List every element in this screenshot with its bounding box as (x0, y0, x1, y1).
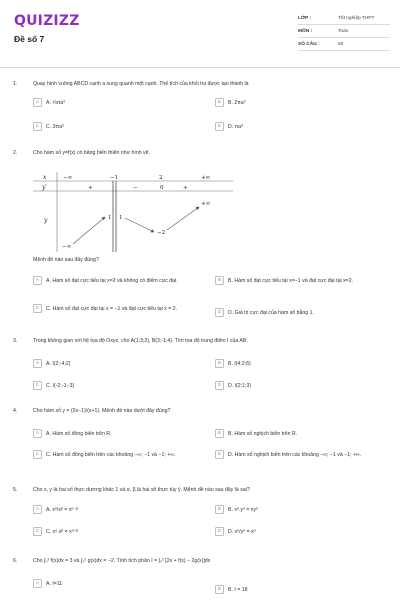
option-text: C. xᵅ.xᵝ = xᵅ⁺ᵝ (46, 528, 79, 535)
option-c[interactable] (33, 382, 203, 390)
question-text: Cho ∫₀² f(x)dx = 3 và ∫₀² g(x)dx = −2. Tính tích phân I = ∫₀² [2x + f(x) − 2g(x)]dx (33, 558, 211, 564)
option-a[interactable] (33, 360, 203, 368)
option-text: A. ⅓πa³ (46, 99, 65, 106)
option-text: A. I=11 (46, 580, 63, 587)
y-label: y (44, 217, 48, 224)
question-number: 4. (13, 408, 18, 414)
option-letter-box: C (33, 122, 42, 131)
option-a[interactable] (33, 99, 203, 107)
option-text: A. Hàm số đạt cực tiểu tại x=2 và không có điểm cực đại. (46, 277, 178, 284)
exam-title: Đề số 7 (14, 34, 45, 44)
option-b[interactable] (215, 586, 385, 594)
x-value: 2 (159, 175, 163, 181)
option-text: A. xᵅ/xᵝ = xᵅ⁻ᵝ (46, 506, 79, 513)
x-value: −1 (110, 175, 119, 181)
question-text: Trong không gian với hệ tọa độ Oxyz, cho A(1;3;2), B(3;-1;4). Tìm tọa độ trung điểm I của AB. (33, 338, 248, 344)
question-text: Quay hình vuông ABCD cạnh a xung quanh một cạnh. Thể tích của khối trụ được tạo thành là (33, 81, 249, 87)
option-d[interactable] (215, 382, 385, 390)
option-text: D. Giá trị cực đại của hàm số bằng 1. (228, 309, 314, 316)
option-letter-box: D (215, 381, 224, 390)
meta-row-subject (298, 25, 390, 38)
option-letter-box: A (33, 579, 42, 588)
x-value: −∞ (63, 175, 73, 181)
option-text: C. Hàm số đồng biến trên các khoảng −∞; −1 và −1; +∞. (46, 451, 176, 458)
question-number: 3. (13, 338, 18, 344)
question-number: 1. (13, 81, 18, 87)
option-c[interactable] (33, 305, 208, 313)
y-value: 1 (108, 215, 112, 221)
option-text: D. Hàm số nghịch biến trên các khoảng −∞; −1 và −1; +∞. (228, 451, 362, 458)
option-text: B. Hàm số đạt cực tiểu tại x=−1 và đạt cực đại tại x=2. (228, 277, 354, 284)
option-text: B. 2πa³ (228, 99, 246, 106)
option-letter-box: B (215, 429, 224, 438)
option-letter-box: D (215, 308, 224, 317)
option-b[interactable] (215, 277, 390, 285)
option-text: D. πa³ (228, 123, 243, 130)
option-letter-box: A (33, 359, 42, 368)
sign: + (183, 185, 188, 191)
option-letter-box: A (33, 276, 42, 285)
option-d[interactable] (215, 451, 390, 459)
option-d[interactable] (215, 123, 385, 131)
meta-value: 50 (338, 41, 344, 47)
option-letter-box: B (215, 585, 224, 594)
option-text: C. 3πa³ (46, 123, 64, 130)
x-label: x (43, 174, 47, 181)
option-b[interactable] (215, 360, 385, 368)
option-d[interactable] (215, 528, 385, 536)
question-number: 6. (13, 558, 18, 564)
option-letter-box: C (33, 527, 42, 536)
y-value: −∞ (62, 244, 72, 250)
option-a[interactable] (33, 277, 208, 285)
option-text: B. xᵅ.yᵅ = xyᵅ (228, 506, 258, 513)
option-text: A. Hàm số đồng biến trên R. (46, 430, 112, 437)
option-text: D. I(2;1;3) (228, 382, 252, 389)
option-c[interactable] (33, 528, 203, 536)
question-text: Cho hàm số y=f(x) có bảng biến thiên như hình vẽ. (33, 150, 150, 156)
option-letter-box: B (215, 359, 224, 368)
option-letter-box: C (33, 381, 42, 390)
sign: + (88, 185, 93, 191)
y-value: +∞ (201, 201, 211, 207)
option-letter-box: C (33, 304, 42, 313)
option-d[interactable] (215, 309, 390, 317)
option-letter-box: A (33, 429, 42, 438)
sign: 0 (160, 185, 164, 191)
yprime-label: y′ (42, 184, 47, 191)
option-letter-box: B (215, 276, 224, 285)
option-a[interactable] (33, 430, 208, 438)
option-b[interactable] (215, 430, 390, 438)
increase-arrow (167, 207, 199, 230)
option-text: C. Hàm số đạt cực đại tại x = −1 và đạt cực tiểu tại x = 2. (46, 305, 178, 312)
option-text: C. I(-2;-1;-3) (46, 382, 75, 389)
option-letter-box: D (215, 122, 224, 131)
quizizz-logo: QUIZIZZ (14, 13, 80, 29)
option-letter-box: D (215, 450, 224, 459)
x-value: +∞ (201, 175, 211, 181)
question-number: 5. (13, 487, 18, 493)
question-number: 2. (13, 150, 18, 156)
option-c[interactable] (33, 451, 208, 459)
meta-row-count (298, 38, 390, 51)
option-b[interactable] (215, 99, 385, 107)
header-divider (0, 67, 400, 68)
option-text: A. I(2;-4;2) (46, 360, 71, 367)
variation-table (33, 172, 233, 252)
question-text: Mệnh đề nào sau đây đúng? (33, 257, 99, 263)
meta-value: Tốt nghiệp THPT (338, 15, 375, 21)
meta-label: MÔN : (298, 28, 313, 34)
exam-meta-table (298, 12, 390, 51)
meta-label: SỐ CÂU : (298, 41, 320, 47)
sign: − (133, 185, 138, 191)
option-letter-box: C (33, 450, 42, 459)
option-text: D. xᵅ/yᵅ = xᵅ (228, 528, 256, 535)
option-c[interactable] (33, 123, 203, 131)
option-letter-box: B (215, 505, 224, 514)
y-value: 1 (119, 215, 123, 221)
option-b[interactable] (215, 506, 385, 514)
increase-arrow (73, 217, 105, 244)
meta-label: LỚP : (298, 15, 312, 21)
option-letter-box: A (33, 505, 42, 514)
option-text: B. I = 18 (228, 586, 248, 593)
option-a[interactable] (33, 506, 203, 514)
question-text: Cho x, y là hai số thực dương khác 1 và α, β là hai số thực tùy ý. Mệnh đề nào sau đây là sai? (33, 487, 250, 493)
y-value: −2 (157, 230, 166, 236)
option-letter-box: A (33, 98, 42, 107)
option-a[interactable] (33, 580, 203, 588)
option-text: B. I(4;2;6) (228, 360, 251, 367)
decrease-arrow (125, 218, 154, 232)
question-text: Cho hàm số y = (2x−1)/(x+1). Mệnh đề nào dưới đây đúng? (33, 408, 171, 414)
meta-row-class (298, 12, 390, 25)
option-text: B. Hàm số nghịch biến trên R. (228, 430, 298, 437)
option-letter-box: D (215, 527, 224, 536)
meta-value: Toán (338, 28, 349, 34)
option-letter-box: B (215, 98, 224, 107)
